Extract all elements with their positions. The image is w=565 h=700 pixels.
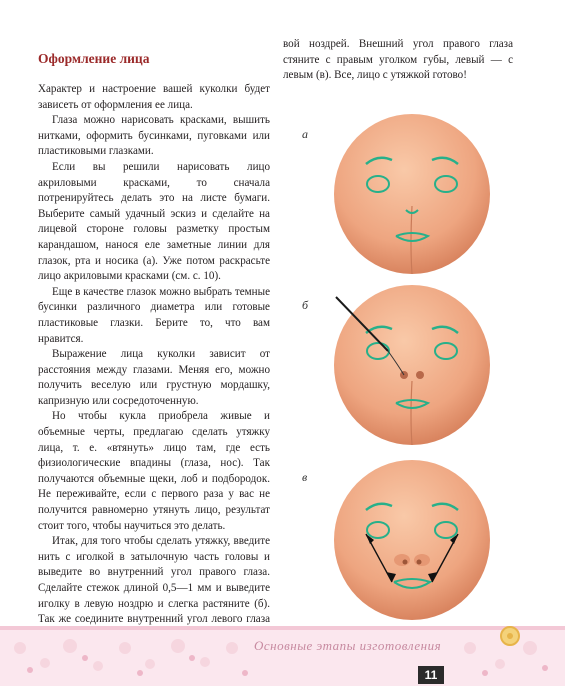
paragraph: Выражение лица куколки зависит от расстояния между глазами. Меняя его, можно получить веселую или грустную мордашку, капризную или сосредоточенную. (38, 348, 270, 407)
left-text-column (38, 82, 270, 643)
figure-label-v: в (302, 470, 308, 484)
doll-face-b-image (326, 277, 498, 449)
paragraph: вой ноздрей. Внешний угол правого глаза стяните с правым уголком губы, левый — с левым (в). Все, лицо с утяжкой готово! (283, 38, 513, 82)
paragraph: Глаза можно нарисовать красками, вышить нитками, оформить бусинками, пуговками или пластиковыми глазками. (38, 114, 270, 158)
figure-label-a: а (302, 127, 308, 141)
footer-decoration (0, 618, 565, 700)
paragraph: Если вы решили нарисовать лицо акриловыми красками, то сначала потренируйтесь делать это на листе бумаги. Выберите самый удачный эскиз и сделайте на лицевой стороне головы разметку простым карандашом, нанося еле заметные линии для глазок, рта и носика (а). Уже потом раскрасьте лицо акриловыми красками (см. с. 10). (38, 160, 270, 283)
right-text-column (283, 37, 513, 84)
paragraph: Характер и настроение вашей куколки будет зависеть от оформления ее лица. (38, 83, 270, 111)
page-number: 11 (418, 666, 444, 684)
paragraph: Итак, для того чтобы сделать утяжку, введите нить с иголкой в затылочную часть головы и выведите во внутренний угол правого глаза. Сделайте стежок длиной 0,5—1 мм и выведите иголку в левую ноздрю и слегка растяните (б). Так же соедините внутренний угол левого глаза (38, 535, 270, 626)
doll-face-a-image (326, 106, 498, 278)
section-heading: Оформление лица (38, 51, 150, 66)
paragraph: Еще в качестве глазок можно выбрать темные бусинки различного диаметра или готовые пластиковые глазки. Берите то, что вам нравится. (38, 285, 270, 345)
doll-face-v-image (326, 452, 498, 624)
footer-section-title: Основные этапы изготовления (254, 638, 442, 653)
figure-label-b: б (302, 298, 309, 312)
paragraph: Но чтобы кукла приобрела живые и объемные черты, предлагаю сделать утяжку лица, т. е. «втянуть» лицо там, где есть физиологические впадины (глаза, нос). Так получаются объемные щеки, лоб и подбородок. Не переживайте, если с первого раза у вас не получится равномерно утянуть лицо, результат стоит того, чтобы научиться это делать. (38, 410, 270, 532)
